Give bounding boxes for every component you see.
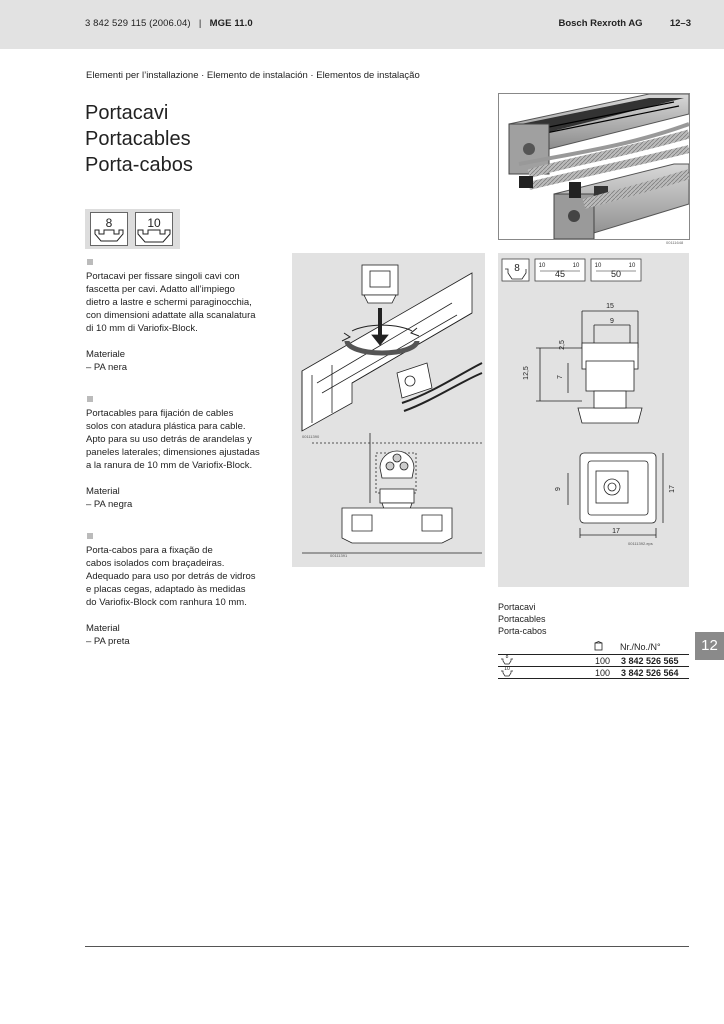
section-pt bbox=[86, 544, 286, 648]
bullet-square bbox=[87, 396, 93, 402]
svg-text:10: 10 bbox=[504, 666, 510, 672]
order-table bbox=[498, 641, 689, 679]
dim-icon-8 bbox=[502, 259, 529, 281]
description-column bbox=[86, 259, 286, 648]
product-label-pt: Porta-cabos bbox=[498, 626, 547, 636]
page-number: 12–3 bbox=[669, 18, 691, 29]
dim-caption: 00111392.eps bbox=[628, 541, 653, 546]
dim-width-15: 15 bbox=[606, 303, 614, 310]
product-label-es: Portacables bbox=[498, 614, 546, 624]
body-line: solos con atadura plástica para cable. bbox=[86, 421, 246, 432]
body-line: Portacavi per fissare singoli cavi con bbox=[86, 271, 240, 282]
svg-text:10: 10 bbox=[594, 263, 602, 269]
body-line: Adequado para uso por detrás de vidros bbox=[86, 571, 256, 582]
header-right bbox=[558, 18, 691, 29]
material-label: Materiale bbox=[86, 349, 126, 360]
title-es: Portacables bbox=[85, 128, 191, 150]
table-row bbox=[498, 655, 689, 667]
bullet-square bbox=[87, 259, 93, 265]
slot-8-icon bbox=[90, 212, 128, 246]
dim-icon-10-45 bbox=[535, 259, 585, 281]
assembly-drawing bbox=[292, 253, 485, 567]
doc-title: MGE 11.0 bbox=[209, 18, 253, 29]
row-qty: 100 bbox=[595, 668, 611, 678]
slot-10-icon bbox=[135, 212, 173, 246]
body-line: a la ranura de 10 mm de Variofix-Block. bbox=[86, 460, 253, 471]
dim-height-17: 17 bbox=[669, 485, 676, 493]
photo-caption: 00111648 bbox=[666, 240, 684, 245]
svg-text:10: 10 bbox=[572, 263, 580, 269]
body-line: Apto para su uso detrás de arandelas y bbox=[86, 434, 252, 445]
body-line: Porta-cabos para a fixação de bbox=[86, 545, 213, 556]
bullet-square bbox=[87, 533, 93, 539]
row-part-number: 3 842 526 565 bbox=[621, 656, 679, 666]
title-it: Portacavi bbox=[85, 102, 169, 124]
body-line: di 10 mm di Variofix-Block. bbox=[86, 323, 198, 334]
material-value: – PA negra bbox=[86, 499, 133, 510]
assembly-drawing-panel bbox=[292, 253, 485, 567]
slot-10-label: 10 bbox=[147, 216, 161, 230]
company-name: Bosch Rexroth AG bbox=[558, 18, 643, 29]
body-line: dietro a lastre e schermi paraginocchia, bbox=[86, 297, 252, 308]
body-line: cabos isolados com braçadeiras. bbox=[86, 558, 225, 569]
svg-text:8: 8 bbox=[505, 654, 509, 660]
nr-header: Nr./No./N° bbox=[620, 642, 661, 652]
slot-size-icons bbox=[85, 209, 180, 249]
material-value: – PA preta bbox=[86, 636, 130, 647]
page-title bbox=[85, 100, 193, 178]
material-label: Material bbox=[86, 623, 120, 634]
dim-12-5: 12,5 bbox=[523, 366, 530, 380]
package-icon bbox=[594, 641, 603, 651]
doc-number: 3 842 529 115 (2006.04) bbox=[85, 18, 191, 29]
body-line: con dimensioni adattate alla scanalatura bbox=[86, 310, 256, 321]
section-es bbox=[86, 407, 286, 511]
svg-text:10: 10 bbox=[538, 263, 546, 269]
svg-text:50: 50 bbox=[610, 269, 622, 279]
body-line: Portacables para fijación de cables bbox=[86, 408, 234, 419]
row-part-number: 3 842 526 564 bbox=[621, 668, 679, 678]
product-photo bbox=[498, 93, 690, 240]
dim-width-9: 9 bbox=[610, 318, 614, 325]
product-label-it: Portacavi bbox=[498, 602, 536, 612]
dim-7: 7 bbox=[557, 375, 564, 379]
slot-8-label: 8 bbox=[105, 216, 113, 230]
dim-icon-10-50 bbox=[591, 259, 641, 281]
svg-text:45: 45 bbox=[554, 269, 566, 279]
dim-height-9: 9 bbox=[555, 487, 562, 491]
dimension-drawing-panel bbox=[498, 253, 689, 587]
body-line: paneles laterales; dimensiones ajustadas bbox=[86, 447, 260, 458]
chapter-tab[interactable]: 12 bbox=[695, 632, 724, 660]
body-line: e placas cegas, adaptado às medidas bbox=[86, 584, 246, 595]
breadcrumb: Elementi per l’installazione · Elemento de instalación · Elementos de instalação bbox=[86, 70, 420, 81]
slot-10-icon bbox=[500, 665, 514, 677]
dim-2-5: 2,5 bbox=[559, 340, 566, 350]
footer-divider bbox=[85, 946, 689, 947]
section-it bbox=[86, 270, 286, 374]
row-qty: 100 bbox=[595, 656, 611, 666]
dimension-drawing bbox=[498, 253, 689, 587]
fig2-caption: 00111391 bbox=[330, 553, 348, 558]
slot-8-icon bbox=[500, 653, 514, 665]
header-separator: | bbox=[198, 18, 202, 29]
svg-text:10: 10 bbox=[628, 263, 636, 269]
product-label bbox=[498, 601, 547, 637]
svg-text:8: 8 bbox=[514, 263, 520, 274]
material-value: – PA nera bbox=[86, 362, 128, 373]
body-line: do Variofix-Block com ranhura 10 mm. bbox=[86, 597, 247, 608]
material-label: Material bbox=[86, 486, 120, 497]
table-row bbox=[498, 667, 689, 679]
page-header bbox=[0, 0, 724, 49]
table-header bbox=[498, 641, 689, 655]
fig1-caption: 00111390 bbox=[302, 434, 320, 439]
header-left bbox=[85, 18, 253, 29]
title-pt: Porta-cabos bbox=[85, 154, 193, 176]
body-line: fascetta per cavi. Adatto all’impiego bbox=[86, 284, 235, 295]
dim-width-17: 17 bbox=[612, 528, 620, 535]
